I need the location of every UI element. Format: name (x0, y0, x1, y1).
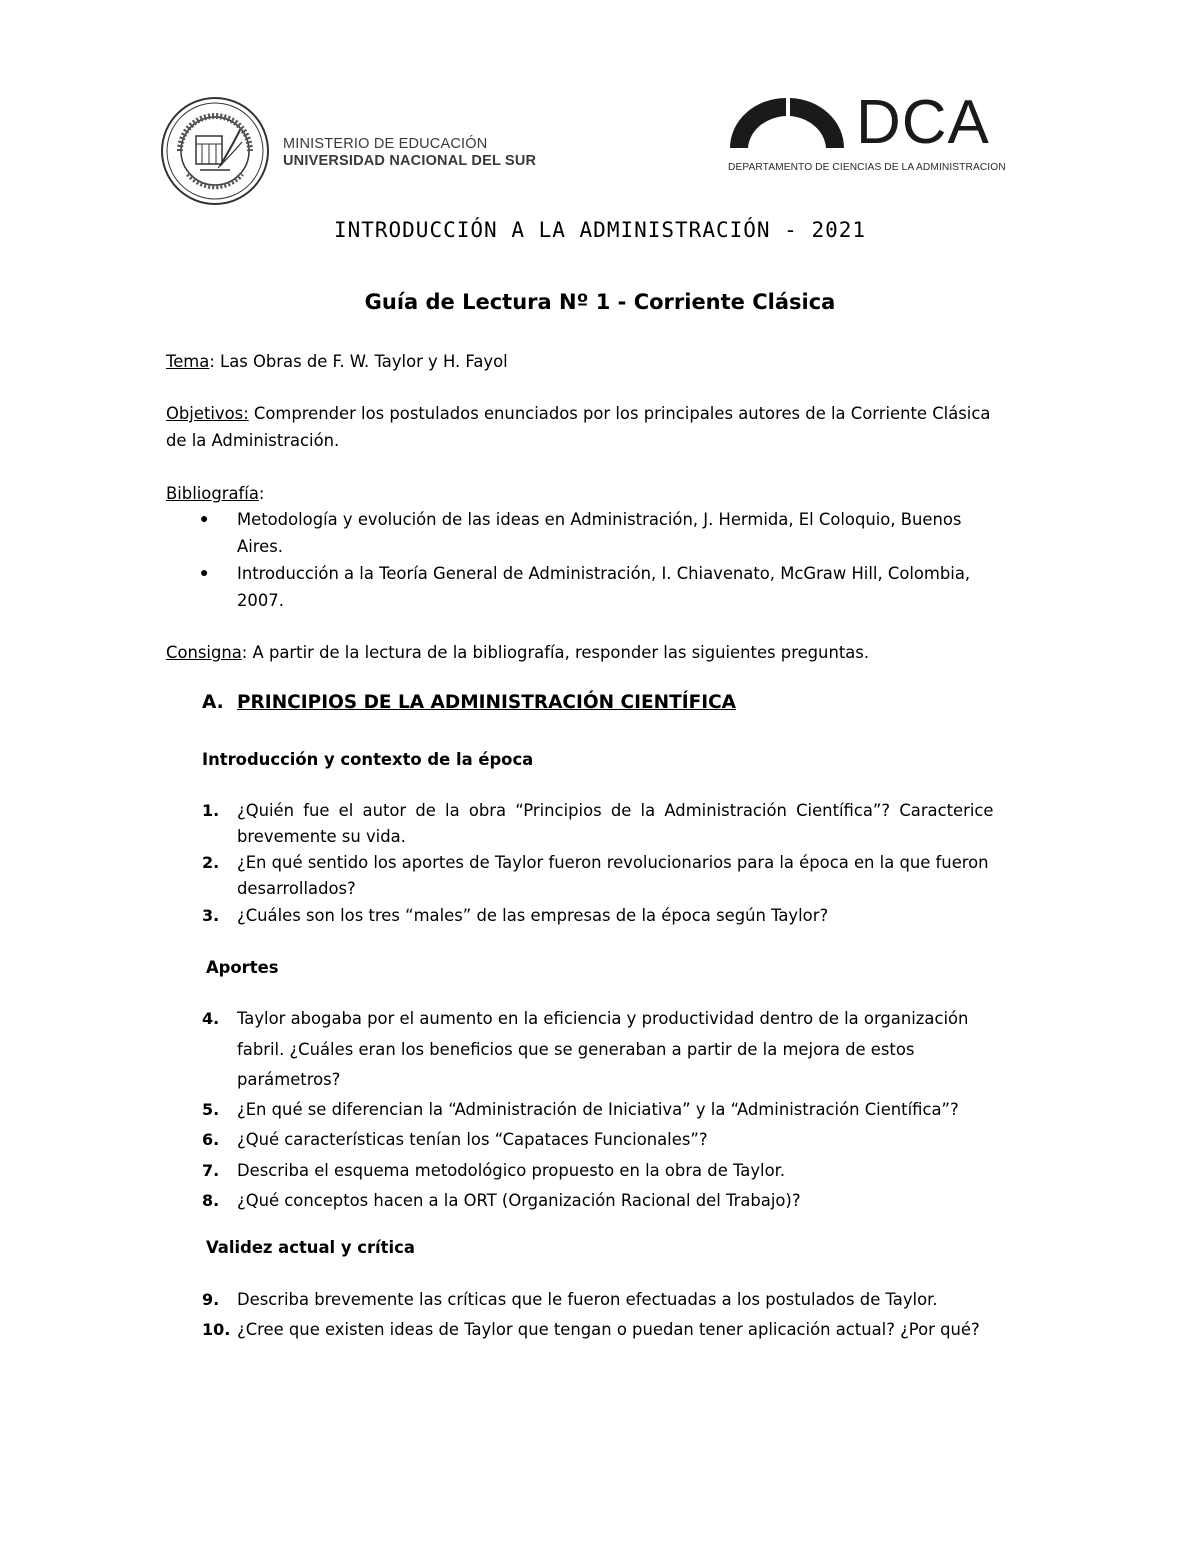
bibliografia-heading (166, 480, 264, 507)
question-4-line3: parámetros? (237, 1070, 341, 1089)
section-a-letter: A. (202, 692, 224, 713)
question-7-line1: Describa el esquema metodológico propuesto en la obra de Taylor. (237, 1161, 786, 1180)
question-1-line1: ¿Quién fue el autor de la obra “Principios de la Administración Científica”? Caracterice (237, 801, 994, 820)
question-number: 10. (202, 1320, 231, 1339)
section-a-heading (202, 692, 736, 713)
dca-logo (728, 88, 1006, 180)
university-seal-logo (160, 96, 270, 206)
objetivos-text1: Comprender los postulados enunciados por los principales autores de la Corriente Clásica (248, 404, 991, 423)
bullet-icon: ● (200, 510, 209, 526)
objetivos-line1 (166, 400, 990, 427)
tema-line (166, 348, 508, 375)
objetivos-label: Objetivos: (166, 404, 249, 423)
subhead-intro: Introducción y contexto de la época (202, 750, 534, 769)
question-2-line1: ¿En qué sentido los aportes de Taylor fueron revolucionarios para la época en la que fueron (237, 853, 989, 872)
bibliografia-colon: : (258, 484, 265, 503)
dca-subtitle: DEPARTAMENTO DE CIENCIAS DE LA ADMINISTRACION (728, 162, 1006, 173)
question-number: 5. (202, 1100, 220, 1119)
question-8-line1: ¿Qué conceptos hacen a la ORT (Organización Racional del Trabajo)? (237, 1191, 801, 1210)
question-number: 4. (202, 1009, 220, 1028)
tema-text: : Las Obras de F. W. Taylor y H. Fayol (209, 352, 508, 371)
question-9-line1: Describa brevemente las críticas que le fueron efectuadas a los postulados de Taylor. (237, 1290, 938, 1309)
main-title: INTRODUCCIÓN A LA ADMINISTRACIÓN - 2021 (333, 218, 867, 242)
question-number: 1. (202, 801, 220, 820)
ministry-line1: MINISTERIO DE EDUCACIÓN (283, 136, 488, 152)
dca-letters: DCA (856, 88, 990, 157)
bib-item-2-line2: 2007. (237, 591, 284, 610)
question-number: 7. (202, 1161, 220, 1180)
bib-item-2-line1: Introducción a la Teoría General de Administración, I. Chiavenato, McGraw Hill, Colombia, (237, 564, 971, 583)
bibliografia-label: Bibliografía (166, 484, 259, 503)
question-number: 8. (202, 1191, 220, 1210)
question-3-line1: ¿Cuáles son los tres “males” de las empresas de la época según Taylor? (237, 906, 829, 925)
sub-title: Guía de Lectura Nº 1 - Corriente Clásica (364, 290, 836, 314)
subhead-aportes: Aportes (206, 958, 279, 977)
question-4-line2: fabril. ¿Cuáles eran los beneficios que se generaban a partir de la mejora de estos (237, 1040, 915, 1059)
question-number: 2. (202, 853, 220, 872)
subhead-validez: Validez actual y crítica (206, 1238, 415, 1257)
consigna-line (166, 639, 869, 666)
question-2-line2: desarrollados? (237, 879, 356, 898)
consigna-text: : A partir de la lectura de la bibliografía, responder las siguientes preguntas. (241, 643, 870, 662)
ministry-text (283, 136, 536, 170)
question-number: 9. (202, 1290, 220, 1309)
bullet-icon: ● (200, 564, 209, 580)
question-number: 3. (202, 906, 220, 925)
bib-item-1-line2: Aires. (237, 537, 283, 556)
bib-item-1-line1: Metodología y evolución de las ideas en Administración, J. Hermida, El Coloquio, Buenos (237, 510, 962, 529)
section-a-label: PRINCIPIOS DE LA ADMINISTRACIÓN CIENTÍFICA (237, 692, 736, 713)
objetivos-line2: de la Administración. (166, 431, 340, 450)
consigna-label: Consigna (166, 643, 242, 662)
question-4-line1: Taylor abogaba por el aumento en la eficiencia y productividad dentro de la organización (237, 1009, 969, 1028)
question-6-line1: ¿Qué características tenían los “Capataces Funcionales”? (237, 1130, 708, 1149)
question-number: 6. (202, 1130, 220, 1149)
ministry-line2: UNIVERSIDAD NACIONAL DEL SUR (283, 153, 537, 169)
question-1-line2: brevemente su vida. (237, 827, 406, 846)
tema-label: Tema (166, 352, 210, 371)
dca-arch-icon (728, 96, 846, 150)
question-5-line1: ¿En qué se diferencian la “Administración de Iniciativa” y la “Administración Científica”? (237, 1100, 959, 1119)
question-10-line1: ¿Cree que existen ideas de Taylor que tengan o puedan tener aplicación actual? ¿Por qué? (237, 1320, 980, 1339)
